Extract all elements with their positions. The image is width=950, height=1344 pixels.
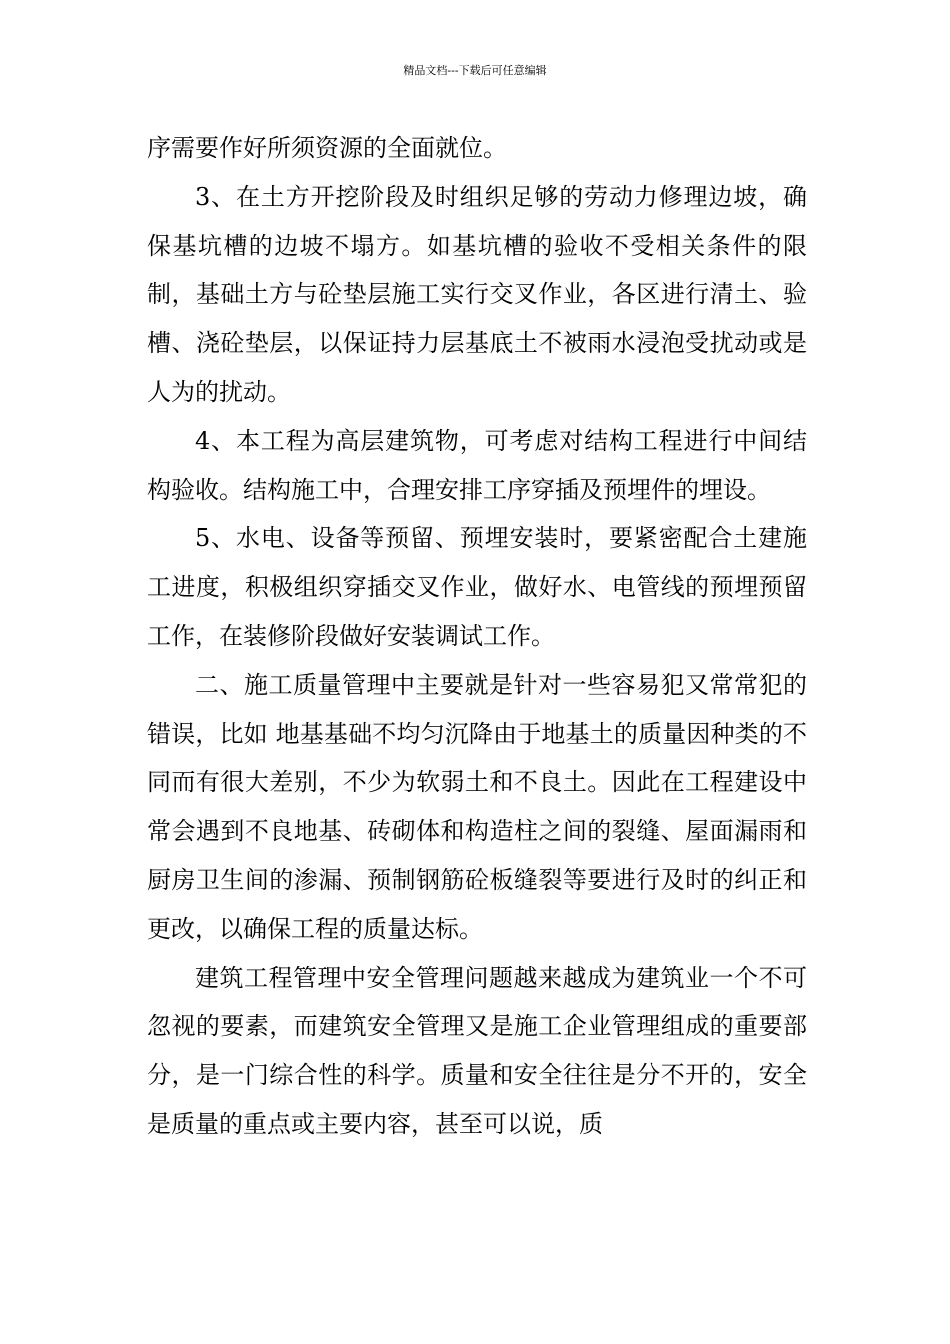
paragraph-item-3: 3、在土方开挖阶段及时组织足够的劳动力修理边坡，确保基坑槽的边坡不塌方。如基坑槽的验收不受相关条件的限制，基础土方与砼垫层施工实行交叉作业，各区进行清土、验槽、浇砼垫层，以保证持力层基底土不被雨水浸泡受扰动或是人为的扰动。 <box>147 182 807 406</box>
paragraph-continuation: 序需要作好所须资源的全面就位。 <box>147 134 507 162</box>
document-body <box>147 124 807 1149</box>
paragraph-item-5: 5、水电、设备等预留、预埋安装时，要紧密配合土建施工进度，积极组织穿插交叉作业，做好水、电管线的预埋预留工作，在装修阶段做好安装调试工作。 <box>147 524 807 650</box>
page-header: 精品文档---下载后可任意编辑 <box>403 64 547 77</box>
paragraph-safety-management: 建筑工程管理中安全管理问题越来越成为建筑业一个不可忽视的要素，而建筑安全管理又是施工企业管理组成的重要部分，是一门综合性的科学。质量和安全往往是分不开的，安全是质量的重点或主要内容，甚至可以说，质 <box>147 963 807 1138</box>
paragraph-section-2: 二、施工质量管理中主要就是针对一些容易犯又常常犯的错误，比如 地基基础不均匀沉降由于地基土的质量因种类的不同而有很大差别，不少为软弱土和不良土。因此在工程建设中常会遇到不良地基、砖砌体和构造柱之间的裂缝、屋面漏雨和厨房卫生间的渗漏、预制钢筋砼板缝裂等要进行及时的纠正和更改，以确保工程的质量达标。 <box>147 670 807 943</box>
paragraph-item-4: 4、本工程为高层建筑物，可考虑对结构工程进行中间结构验收。结构施工中，合理安排工序穿插及预埋件的埋设。 <box>147 426 807 504</box>
